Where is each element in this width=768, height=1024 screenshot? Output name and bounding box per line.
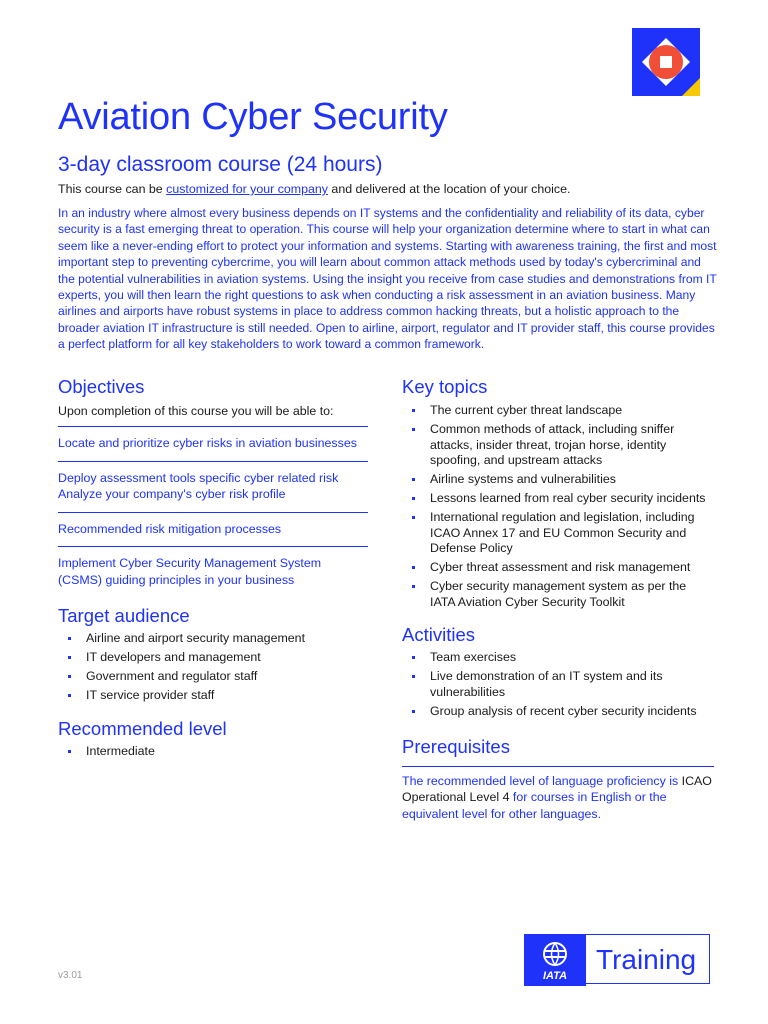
- customized-link[interactable]: customized for your company: [166, 182, 328, 196]
- list-item: Team exercises: [402, 650, 714, 666]
- recommended-level-heading: Recommended level: [58, 717, 227, 739]
- recommended-level-list: [58, 744, 368, 760]
- key-topics-list: [402, 403, 714, 610]
- activities-list: [402, 650, 714, 719]
- list-item: Government and regulator staff: [58, 669, 368, 685]
- course-description: In an industry where almost every business depends on IT systems and the confidentiality and reliability of its data, cyber security is a fast emerging threat to operation. This course will help your organization determine where to start in what can seem like a never-ending effort to protect your information and systems. Starting with awareness training, the first and most important step to preventing cybercrime, you will learn about common attack methods used by today's cybercriminal and the potential vulnerabilities in aviation systems. Using the insight you receive from case studies and demonstrations from IT experts, you will then learn the right questions to ask when conducting a risk assessment in an aviation business. Many airlines and airports have robust systems in place to address common hacking threats, but a holistic approach to the broader aviation IT infrastructure is still needed. Open to airline, airport, regulator and IT provider staff, this course provides a perfect platform for all key stakeholders to work toward a common framework.: [58, 206, 717, 352]
- prerequisites-text: The recommended level of language proficiency is ICAO Operational Level 4 for courses in English or the equivalent level for other languages.: [402, 766, 714, 823]
- page-title: Aviation Cyber Security: [58, 96, 448, 138]
- key-topics-heading: Key topics: [402, 376, 488, 397]
- list-item: Airline systems and vulnerabilities: [402, 472, 714, 488]
- target-audience-heading: Target audience: [58, 605, 190, 626]
- list-item: IT developers and management: [58, 650, 368, 666]
- objective-item: Implement Cyber Security Management System (CSMS) guiding principles in your business: [58, 546, 368, 597]
- list-item: Airline and airport security management: [58, 631, 368, 647]
- list-item: Lessons learned from real cyber security incidents: [402, 491, 714, 507]
- course-duration: 3-day classroom course (24 hours): [58, 153, 383, 176]
- objective-item: Deploy assessment tools specific cyber related risk Analyze your company's cyber risk profile: [58, 461, 368, 512]
- objectives-heading: Objectives: [58, 376, 145, 397]
- list-item: IT service provider staff: [58, 688, 368, 704]
- intro-text: This course can be customized for your company and delivered at the location of your choice.: [58, 182, 571, 196]
- list-item: Group analysis of recent cyber security incidents: [402, 704, 714, 720]
- objective-item: Locate and prioritize cyber risks in aviation businesses: [58, 426, 368, 461]
- iata-logo-icon: [524, 934, 586, 986]
- list-item: Common methods of attack, including sniffer attacks, insider threat, trojan horse, identity spoofing, and upstream attacks: [402, 422, 714, 469]
- list-item: Intermediate: [58, 744, 368, 760]
- right-column: [402, 374, 714, 823]
- list-item: Live demonstration of an IT system and its vulnerabilities: [402, 669, 714, 700]
- left-column: [58, 374, 368, 763]
- objectives-lead: Upon completion of this course you will be able to:: [58, 404, 334, 418]
- svg-text:IATA: IATA: [542, 970, 568, 982]
- prerequisites-heading: Prerequisites: [402, 735, 510, 757]
- list-item: The current cyber threat landscape: [402, 403, 714, 419]
- list-item: International regulation and legislation, including ICAO Annex 17 and EU Common Security and Defense Policy: [402, 510, 714, 557]
- iata-training-mark-icon: [632, 28, 700, 96]
- iata-training-logo: [524, 934, 712, 986]
- list-item: Cyber security management system as per the IATA Aviation Cyber Security Toolkit: [402, 579, 714, 610]
- list-item: Cyber threat assessment and risk management: [402, 560, 714, 576]
- version-label: v3.01: [58, 970, 83, 981]
- activities-heading: Activities: [402, 624, 475, 646]
- objective-item: Recommended risk mitigation processes: [58, 512, 368, 547]
- target-audience-list: [58, 631, 368, 704]
- training-label: Training: [596, 944, 697, 975]
